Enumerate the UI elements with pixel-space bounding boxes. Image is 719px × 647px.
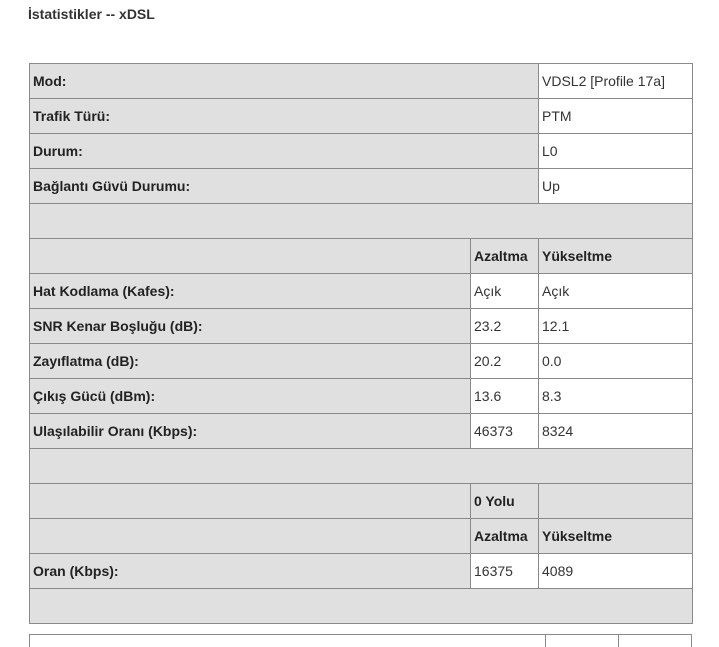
upstream-value: 8324 bbox=[539, 414, 693, 449]
divider bbox=[29, 635, 30, 647]
xdsl-statistics-table bbox=[29, 63, 693, 624]
spacer-cell bbox=[30, 204, 693, 239]
path-stats-header-row bbox=[30, 519, 693, 554]
path-header-row bbox=[30, 484, 693, 519]
downstream-value: 13.6 bbox=[471, 379, 539, 414]
upstream-header: Yükseltme bbox=[539, 519, 693, 554]
upstream-value: 4089 bbox=[539, 554, 693, 589]
downstream-value: 16375 bbox=[471, 554, 539, 589]
mode-label: Mod: bbox=[30, 64, 539, 99]
status-label: Durum: bbox=[30, 134, 539, 169]
row-label: SNR Kenar Boşluğu (dB): bbox=[30, 309, 471, 344]
info-row-traffic-type bbox=[30, 99, 693, 134]
row-label: Zayıflatma (dB): bbox=[30, 344, 471, 379]
info-row-link-power-state bbox=[30, 169, 693, 204]
line-stats-header-row bbox=[30, 239, 693, 274]
spacer-row bbox=[30, 589, 693, 624]
divider bbox=[618, 635, 619, 647]
downstream-value: 23.2 bbox=[471, 309, 539, 344]
upstream-value: 0.0 bbox=[539, 344, 693, 379]
header-blank-cell bbox=[539, 484, 693, 519]
divider bbox=[691, 635, 692, 647]
downstream-header: Azaltma bbox=[471, 519, 539, 554]
spacer-row bbox=[30, 449, 693, 484]
info-row-mode bbox=[30, 64, 693, 99]
table-row bbox=[30, 309, 693, 344]
path-label: 0 Yolu bbox=[471, 484, 539, 519]
cutoff-table-row bbox=[29, 634, 692, 646]
spacer-cell bbox=[30, 589, 693, 624]
upstream-header: Yükseltme bbox=[539, 239, 693, 274]
status-value: L0 bbox=[539, 134, 693, 169]
upstream-value: Açık bbox=[539, 274, 693, 309]
header-blank-cell bbox=[30, 519, 471, 554]
upstream-value: 8.3 bbox=[539, 379, 693, 414]
downstream-value: 20.2 bbox=[471, 344, 539, 379]
upstream-value: 12.1 bbox=[539, 309, 693, 344]
info-row-status bbox=[30, 134, 693, 169]
spacer-row bbox=[30, 204, 693, 239]
header-blank-cell bbox=[30, 484, 471, 519]
spacer-cell bbox=[30, 449, 693, 484]
row-label: Oran (Kbps): bbox=[30, 554, 471, 589]
mode-value: VDSL2 [Profile 17a] bbox=[539, 64, 693, 99]
traffic-type-label: Trafik Türü: bbox=[30, 99, 539, 134]
link-power-state-value: Up bbox=[539, 169, 693, 204]
table-row bbox=[30, 379, 693, 414]
link-power-state-label: Bağlantı Güvü Durumu: bbox=[30, 169, 539, 204]
traffic-type-value: PTM bbox=[539, 99, 693, 134]
divider bbox=[545, 635, 546, 647]
header-blank-cell bbox=[30, 239, 471, 274]
row-label: Ulaşılabilir Oranı (Kbps): bbox=[30, 414, 471, 449]
table-row bbox=[30, 344, 693, 379]
table-row bbox=[30, 554, 693, 589]
page-title: İstatistikler -- xDSL bbox=[28, 6, 155, 22]
downstream-value: Açık bbox=[471, 274, 539, 309]
table-row bbox=[30, 274, 693, 309]
row-label: Hat Kodlama (Kafes): bbox=[30, 274, 471, 309]
downstream-header: Azaltma bbox=[471, 239, 539, 274]
row-label: Çıkış Gücü (dBm): bbox=[30, 379, 471, 414]
table-row bbox=[30, 414, 693, 449]
downstream-value: 46373 bbox=[471, 414, 539, 449]
